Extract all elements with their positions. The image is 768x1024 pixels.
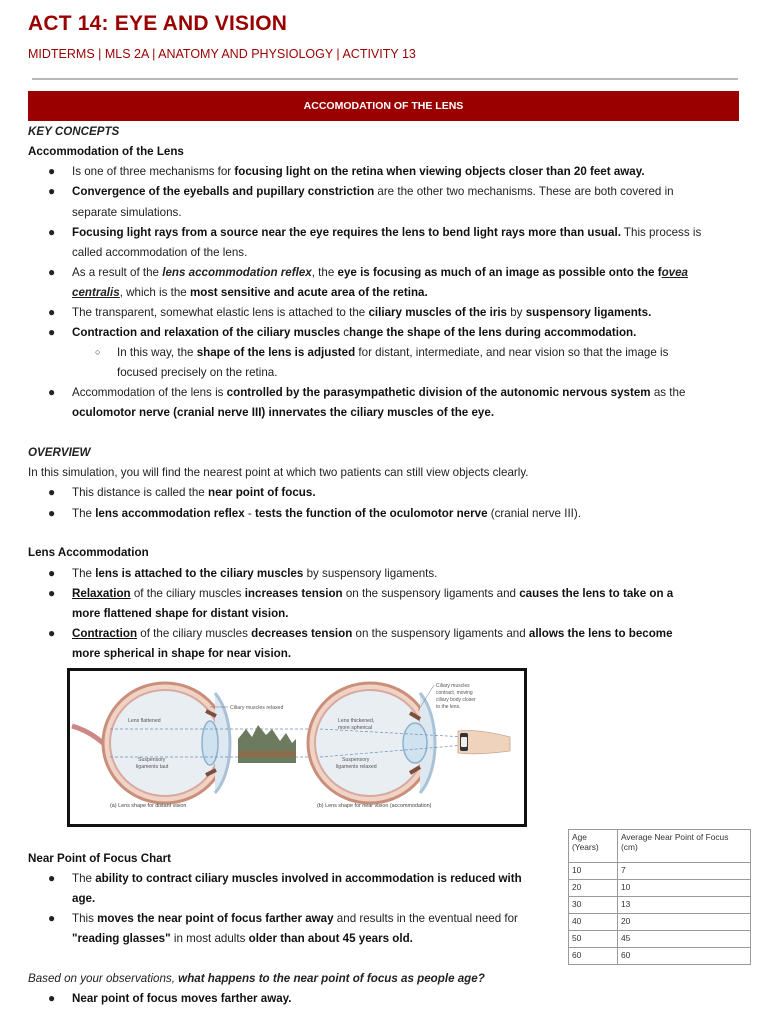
list-item: Contraction and relaxation of the ciliary muscles change the shape of the lens during accommodation. <box>72 326 637 339</box>
table-cell: 13 <box>618 897 751 914</box>
bullet-icon: ● <box>48 385 56 399</box>
list-item: Focusing light rays from a source near the eye requires the lens to bend light rays more than usual. This process is <box>72 226 702 239</box>
label-ciliary-contract-2: contract, moving <box>436 690 473 696</box>
list-item: The lens accommodation reflex - tests the function of the oculomotor nerve (cranial nerve III). <box>72 507 581 520</box>
bullet-icon: ● <box>48 325 56 339</box>
list-item: This moves the near point of focus farther away and results in the eventual need for <box>72 912 518 925</box>
table-cell: 60 <box>618 948 751 965</box>
caption-distant: (a) Lens shape for distant vision <box>110 803 187 809</box>
label-ciliary-contract-4: to the lens. <box>436 704 461 710</box>
list-item: Contraction of the ciliary muscles decreases tension on the suspensory ligaments and allows the lens to become <box>72 627 673 640</box>
label-suspensory: Suspensory <box>138 757 166 763</box>
table-cell: 50 <box>569 931 618 948</box>
bullet-icon: ● <box>48 184 56 198</box>
caption-near: (b) Lens shape for near vision (accommodation) <box>317 803 432 809</box>
near-point-table <box>568 829 751 965</box>
table-cell: 40 <box>569 914 618 931</box>
table-cell: 60 <box>569 948 618 965</box>
column-header-near-point: Average Near Point of Focus (cm) <box>618 830 751 863</box>
bullet-icon: ● <box>48 225 56 239</box>
table-cell: 45 <box>618 931 751 948</box>
table-row <box>569 931 751 948</box>
page-subtitle: MIDTERMS | MLS 2A | ANATOMY AND PHYSIOLOGY | ACTIVITY 13 <box>28 47 416 61</box>
list-item: Convergence of the eyeballs and pupillary constriction are the other two mechanisms. These are both covered in <box>72 185 674 198</box>
label-ciliary-relaxed: Ciliary muscles relaxed <box>230 705 284 711</box>
label-ciliary-contract-3: ciliary body closer <box>436 697 476 703</box>
table-row <box>569 880 751 897</box>
table-cell: 10 <box>618 880 751 897</box>
label-more-spherical: more spherical <box>338 725 373 731</box>
list-item-continued: centralis, which is the most sensitive and acute area of the retina. <box>72 286 428 299</box>
answer-text: Near point of focus moves farther away. <box>72 992 292 1005</box>
table-row <box>569 914 751 931</box>
label-suspensory-right: Suspensory <box>342 757 370 763</box>
table-row <box>569 863 751 880</box>
list-item-continued: more flattened shape for distant vision. <box>72 607 289 620</box>
eye-distant-vision <box>72 683 310 809</box>
page-title: ACT 14: EYE AND VISION <box>28 12 288 35</box>
list-item: As a result of the lens accommodation reflex, the eye is focusing as much of an image as possible onto the fovea <box>72 266 688 279</box>
overview-label: OVERVIEW <box>28 446 91 459</box>
circle-bullet-icon: ○ <box>95 347 101 357</box>
table-cell: 10 <box>569 863 618 880</box>
table-cell: 30 <box>569 897 618 914</box>
bullet-icon: ● <box>48 485 56 499</box>
list-item-continued: more spherical in shape for near vision. <box>72 647 292 660</box>
bullet-icon: ● <box>48 586 56 600</box>
list-item: The ability to contract ciliary muscles involved in accommodation is reduced with <box>72 872 522 885</box>
table-row <box>569 948 751 965</box>
bullet-icon: ● <box>48 305 56 319</box>
overview-intro: In this simulation, you will find the nearest point at which two patients can still view objects clearly. <box>28 466 529 479</box>
list-item-continued: separate simulations. <box>72 206 182 219</box>
divider <box>32 78 738 80</box>
table-row <box>569 897 751 914</box>
list-item-continued: called accommodation of the lens. <box>72 246 248 259</box>
list-item-continued: "reading glasses" in most adults older than about 45 years old. <box>72 932 413 945</box>
list-item: The lens is attached to the ciliary muscles by suspensory ligaments. <box>72 567 438 580</box>
section-banner: ACCOMODATION OF THE LENS <box>28 91 739 121</box>
list-item: Accommodation of the lens is controlled by the parasympathetic division of the autonomic nervous system as the <box>72 386 686 399</box>
list-item-continued: age. <box>72 892 96 905</box>
sub-list-item-continued: focused precisely on the retina. <box>117 366 278 379</box>
eye-near-vision <box>308 683 510 809</box>
bullet-icon: ● <box>48 871 56 885</box>
eye-diagram <box>70 671 524 824</box>
list-item-continued: oculomotor nerve (cranial nerve III) innervates the ciliary muscles of the eye. <box>72 406 495 419</box>
sub-list-item: In this way, the shape of the lens is adjusted for distant, intermediate, and near vision so that the image is <box>117 346 669 359</box>
table-header-row <box>569 830 751 863</box>
list-item: The transparent, somewhat elastic lens is attached to the ciliary muscles of the iris by suspensory ligaments. <box>72 306 652 319</box>
column-header-age: Age (Years) <box>569 830 618 863</box>
lens-accommodation-heading: Lens Accommodation <box>28 546 149 559</box>
label-ligaments-taut: ligaments taut <box>136 764 169 770</box>
list-item: Relaxation of the ciliary muscles increases tension on the suspensory ligaments and causes the lens to take on a <box>72 587 674 600</box>
table-cell: 20 <box>618 914 751 931</box>
label-lens-flattened: Lens flattened <box>128 718 161 724</box>
label-ligaments-relaxed: ligaments relaxed <box>336 764 377 770</box>
label-ciliary-contract-1: Ciliary muscles <box>436 683 470 689</box>
bullet-icon: ● <box>48 506 56 520</box>
bullet-icon: ● <box>48 911 56 925</box>
bullet-icon: ● <box>48 991 56 1005</box>
lens-accommodation-figure <box>67 668 527 827</box>
label-lens-thickened: Lens thickened, <box>338 718 375 724</box>
bullet-icon: ● <box>48 164 56 178</box>
bullet-icon: ● <box>48 265 56 279</box>
key-concepts-label: KEY CONCEPTS <box>28 125 120 138</box>
list-item: This distance is called the near point of focus. <box>72 486 316 499</box>
accommodation-heading: Accommodation of the Lens <box>28 145 184 158</box>
bullet-icon: ● <box>48 566 56 580</box>
table-cell: 7 <box>618 863 751 880</box>
list-item: Is one of three mechanisms for focusing light on the retina when viewing objects closer than 20 feet away. <box>72 165 645 178</box>
question-text: Based on your observations, what happens to the near point of focus as people age? <box>28 972 485 985</box>
near-point-heading: Near Point of Focus Chart <box>28 852 172 865</box>
table-cell: 20 <box>569 880 618 897</box>
bullet-icon: ● <box>48 626 56 640</box>
